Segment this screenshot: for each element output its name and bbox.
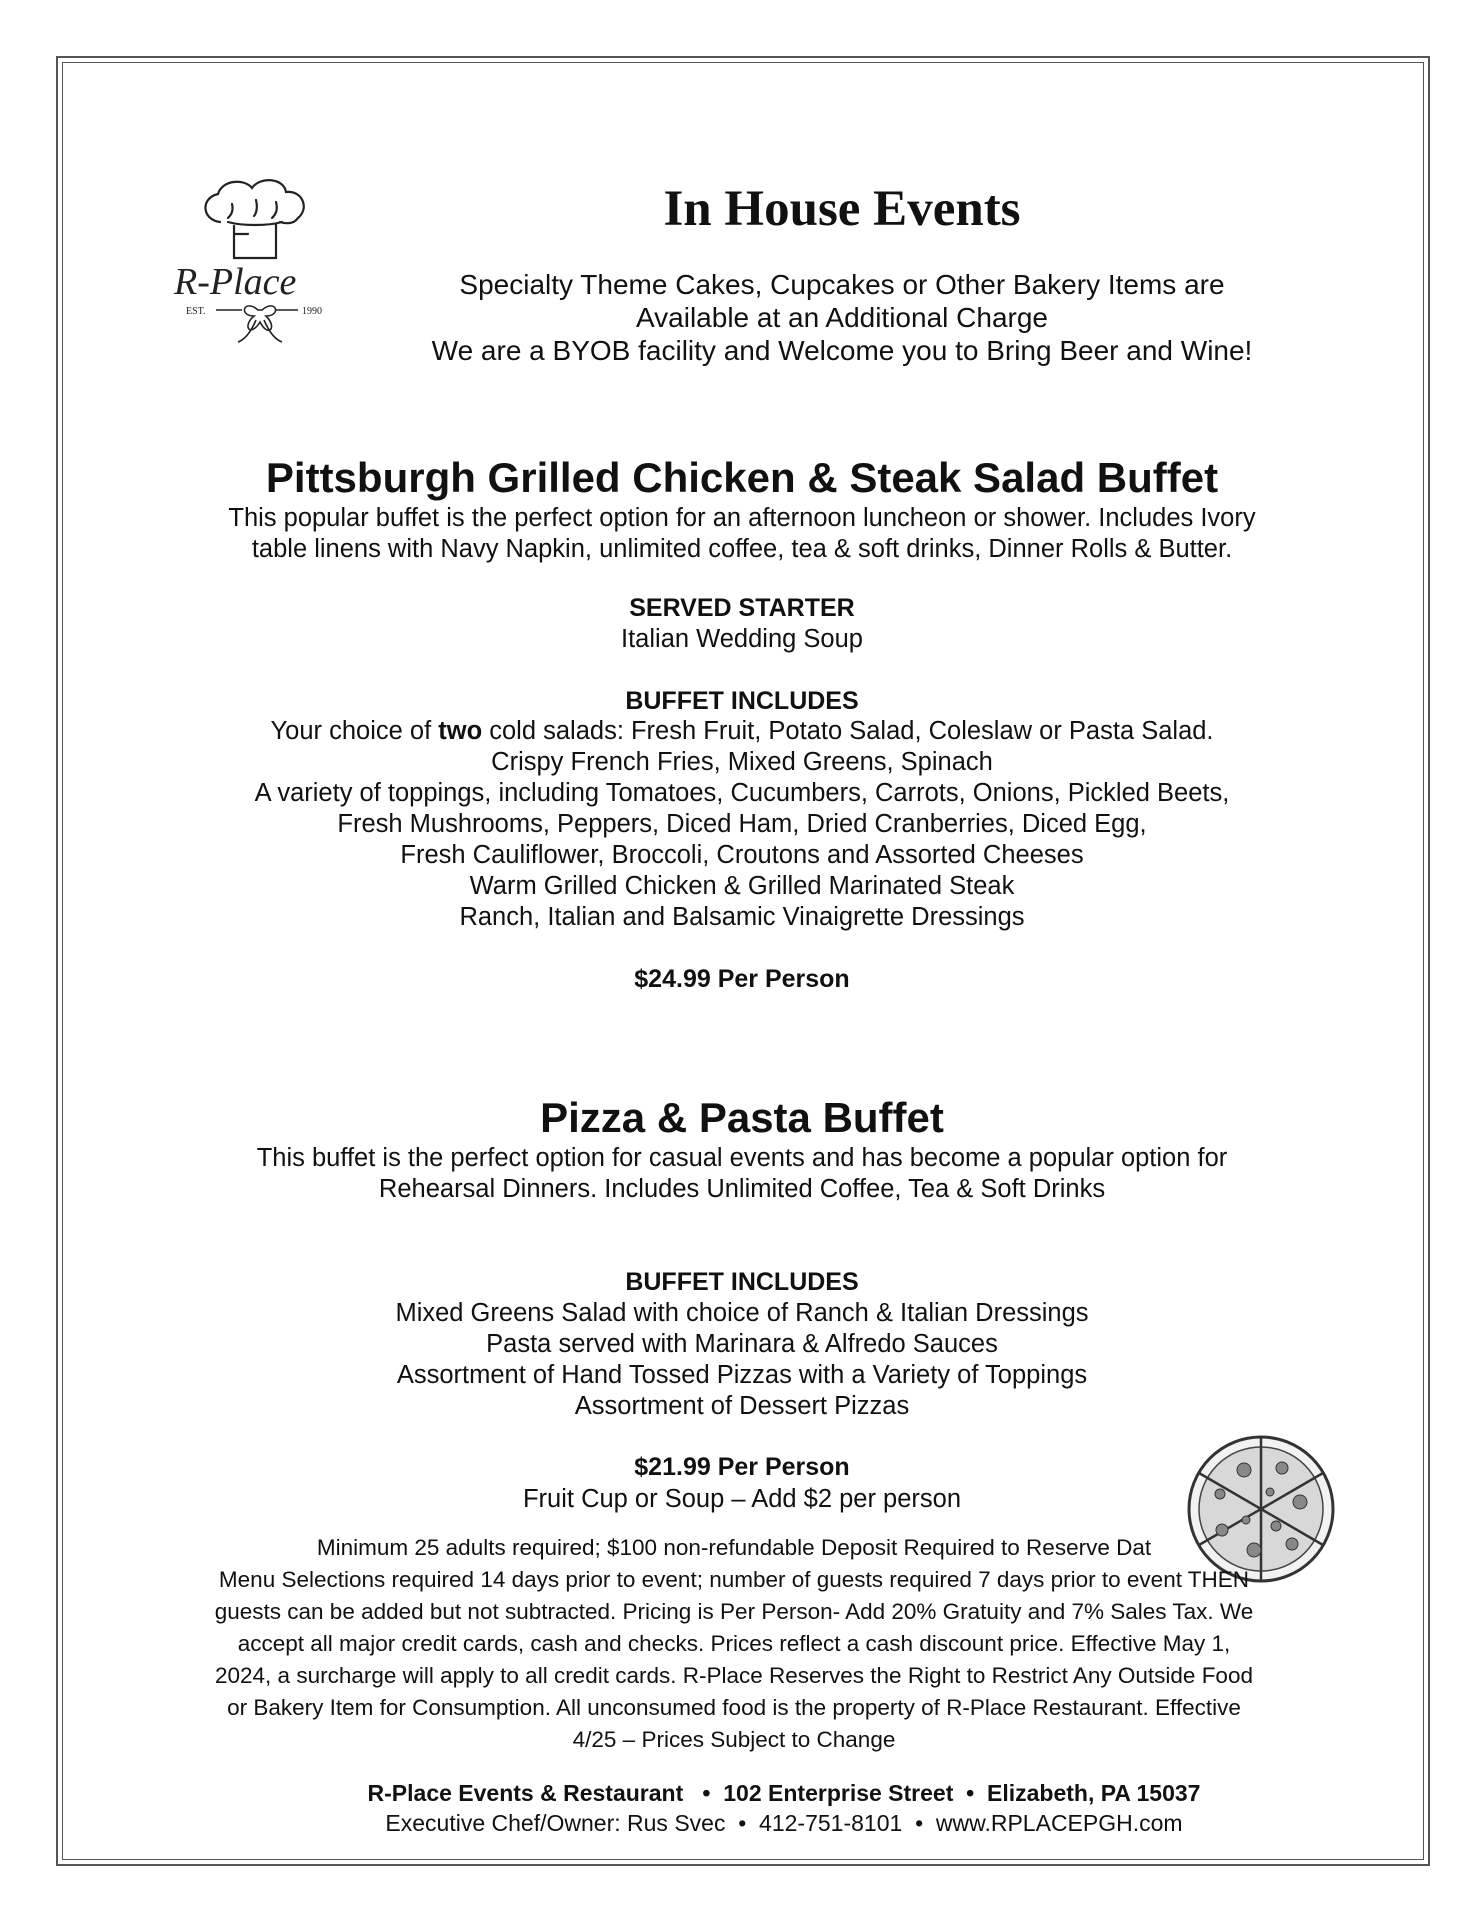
page-title: In House Events bbox=[663, 181, 1021, 237]
footer-contact: Executive Chef/Owner: Rus Svec • 412-751-8101 • www.RPLACEPGH.com bbox=[385, 1810, 1183, 1836]
buffet1-price: $24.99 Per Person bbox=[634, 965, 850, 993]
list-item: Pasta served with Marinara & Alfredo Sauces bbox=[486, 1330, 998, 1358]
buffet2-addon: Fruit Cup or Soup – Add $2 per person bbox=[522, 1485, 962, 1513]
buffet2-title: Pizza & Pasta Buffet bbox=[540, 1094, 944, 1141]
list-item: Fresh Cauliflower, Broccoli, Croutons and Assorted Cheeses bbox=[400, 841, 1084, 869]
terms-line: 2024, a surcharge will apply to all credit cards. R-Place Reserves the Right to Restrict Any Outside Food bbox=[215, 1663, 1253, 1688]
list-item: Assortment of Hand Tossed Pizzas with a Variety of Toppings bbox=[396, 1361, 1088, 1389]
terms-line: guests can be added but not subtracted. Pricing is Per Person- Add 20% Gratuity and 7% Sales Tax. We bbox=[214, 1599, 1254, 1624]
logo-est: EST. bbox=[186, 306, 206, 317]
terms-line: 4/25 – Prices Subject to Change bbox=[572, 1727, 896, 1752]
terms-line: or Bakery Item for Consumption. All unconsumed food is the property of R-Place Restaurant. Effective bbox=[227, 1695, 1241, 1720]
intro-text bbox=[100, 268, 1484, 367]
buffet1-description bbox=[0, 503, 1484, 565]
buffet1-starter-heading: SERVED STARTER bbox=[629, 594, 855, 622]
list-item: Ranch, Italian and Balsamic Vinaigrette Dressings bbox=[459, 903, 1025, 931]
description-line: This popular buffet is the perfect option for an afternoon luncheon or shower. Includes Ivory bbox=[228, 504, 1256, 532]
list-item: Crispy French Fries, Mixed Greens, Spinach bbox=[491, 748, 993, 776]
footer-address: R-Place Events & Restaurant • 102 Enterprise Street • Elizabeth, PA 15037 bbox=[367, 1780, 1201, 1806]
terms-line: Menu Selections required 14 days prior to event; number of guests required 7 days prior to event THEN bbox=[218, 1567, 1250, 1592]
buffet1-includes-list bbox=[0, 716, 1484, 933]
intro-line: We are a BYOB facility and Welcome you to Bring Beer and Wine! bbox=[431, 335, 1253, 366]
buffet1-starter-item: Italian Wedding Soup bbox=[621, 625, 863, 653]
description-line: Rehearsal Dinners. Includes Unlimited Coffee, Tea & Soft Drinks bbox=[378, 1175, 1106, 1203]
list-item: A variety of toppings, including Tomatoes, Cucumbers, Carrots, Onions, Pickled Beets, bbox=[254, 779, 1230, 807]
list-item: Warm Grilled Chicken & Grilled Marinated Steak bbox=[469, 872, 1015, 900]
list-item: Mixed Greens Salad with choice of Ranch & Italian Dressings bbox=[395, 1299, 1089, 1327]
list-item: Fresh Mushrooms, Peppers, Diced Ham, Dried Cranberries, Diced Egg, bbox=[337, 810, 1147, 838]
description-line: table linens with Navy Napkin, unlimited coffee, tea & soft drinks, Dinner Rolls & Butter. bbox=[251, 535, 1233, 563]
intro-line: Specialty Theme Cakes, Cupcakes or Other Bakery Items are bbox=[459, 269, 1225, 300]
list-item: Your choice of two cold salads: Fresh Fruit, Potato Salad, Coleslaw or Pasta Salad. bbox=[270, 717, 1214, 745]
logo-wordmark: R-Place bbox=[174, 261, 297, 303]
terms-line: Minimum 25 adults required; $100 non-refundable Deposit Required to Reserve Dat bbox=[316, 1535, 1152, 1560]
description-line: This buffet is the perfect option for casual events and has become a popular option for bbox=[256, 1144, 1228, 1172]
intro-line: Available at an Additional Charge bbox=[635, 302, 1048, 333]
buffet2-price: $21.99 Per Person bbox=[634, 1453, 850, 1481]
terms-text bbox=[0, 1532, 1476, 1756]
terms-line: accept all major credit cards, cash and checks. Prices reflect a cash discount price. Effective May 1, bbox=[237, 1631, 1231, 1656]
buffet2-includes-list bbox=[0, 1298, 1484, 1422]
buffet1-title: Pittsburgh Grilled Chicken & Steak Salad Buffet bbox=[265, 454, 1219, 501]
list-item: Assortment of Dessert Pizzas bbox=[574, 1392, 910, 1420]
buffet1-includes-heading: BUFFET INCLUDES bbox=[625, 687, 859, 715]
buffet2-description bbox=[0, 1143, 1484, 1205]
buffet2-includes-heading: BUFFET INCLUDES bbox=[625, 1268, 859, 1296]
logo-year: 1990 bbox=[302, 306, 322, 317]
